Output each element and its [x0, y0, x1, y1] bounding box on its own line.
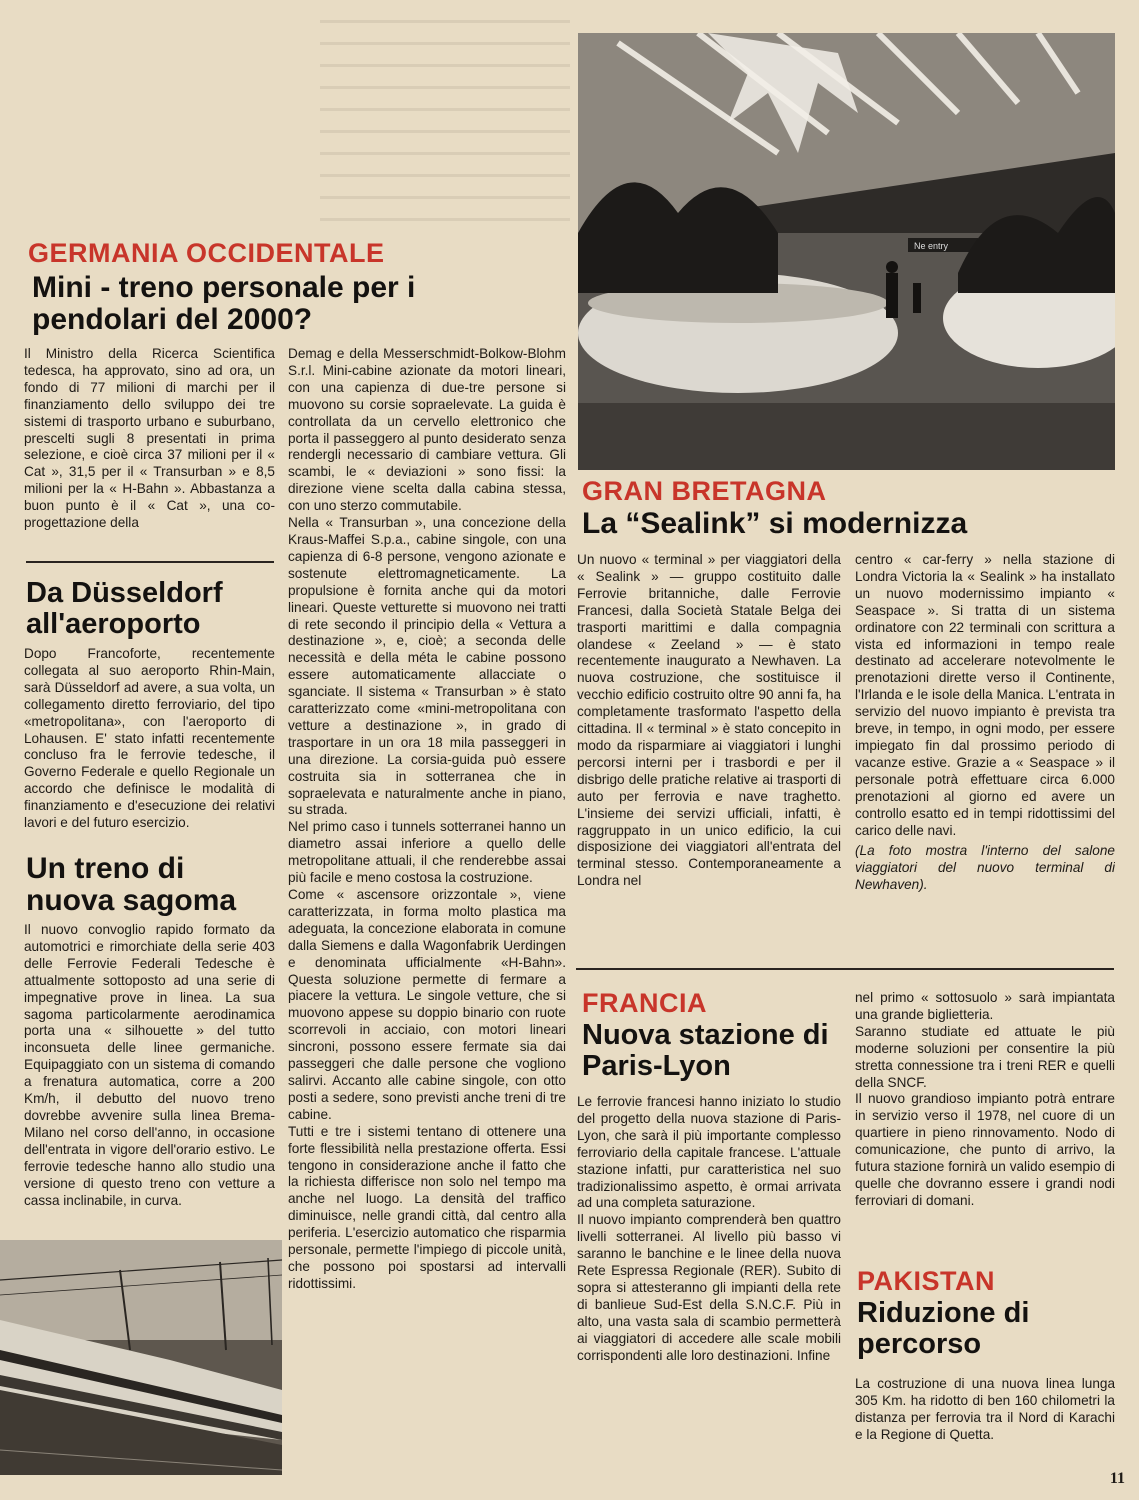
germania-paragraph: Tutti e tre i sistemi tentano di ottenere una forte flessibilità nella prestazione offerta. Essi tengono in considerazione anche il fatto che la richiesta differisce non solo nel tempo ma anche nel luogo. La densità del traffico diminuisce, nelle grandi città, dal centro alla periferia. L'esercizio automatico che risparmia personale, permette l'impiego di piccole unità, che possono poi spostarsi ad intervalli ridottissimi.: [288, 1123, 566, 1291]
francia-paragraph: Il nuovo grandioso impianto potrà entrare in servizio verso il 1978, nel cuore di un quartiere in pieno rinnovamento. Nodo di comunicazione, che punto di arrivo, la futura stazione fornirà un valido esempio di quelle che dovranno essere i grandi nodi ferroviari di domani.: [855, 1091, 1115, 1208]
francia-paragraph: Il nuovo impianto comprenderà ben quattro livelli sotterranei. Al livello più basso vi saranno le banchine e le linee della nuova Rete Espressa Regionale (RER). Subito di sopra si attesteranno gli impianti della rete di banlieue Sud-Est della S.N.C.F. Più in alto, una vasta sala di scambio permetterà ai viaggiatori di accedere alle scale mobili corrispondenti alle loro destinazioni. Infine: [577, 1212, 841, 1363]
germania-paragraph: Demag e della Messerschmidt-Bolkow-Blohm S.r.l. Mini-cabine azionate da motori lineari, con una capienza di due-tre persone si muovono su corsie sopraelevate. La guida è controllata da un cervello elettronico che porta il passeggero al punto desiderato senza rendergli necessario di cambiare vettura. Gli scambi, le « deviazioni » sono fissi: la direzione viene scelta dalla cabina stessa, con uno sterzo commutabile.: [288, 346, 566, 514]
section-label-gran-bretagna: GRAN BRETAGNA: [582, 476, 827, 506]
dusseldorf-paragraph: Dopo Francoforte, recentemente collegata al suo aeroporto Rhin-Main, sarà Düsseldorf ad avere, a sua volta, un collegamento diretto ferroviario, del tipo «metropolitana», con l'aeroporto di Lohausen. E' stato infatti recentemente concluso fra le ferrovie tedesche, il Governo Federale e quello Regionale un accordo che definisce le modalità di finanziamento e d'esecuzione dei relativi lavori e del futuro esercizio.: [24, 646, 275, 831]
headline-mini-treno: Mini - treno personale per i pendolari del 2000?: [32, 271, 416, 337]
section-label-germania: GERMANIA OCCIDENTALE: [28, 238, 385, 268]
section-label-francia: FRANCIA: [582, 988, 707, 1018]
francia-paragraph: nel primo « sottosuolo » sarà impiantata una grande biglietteria.: [855, 990, 1115, 1022]
terminal-photo: [578, 33, 1115, 470]
train-photo: [0, 1240, 282, 1475]
treno-body: [24, 922, 275, 1228]
show-through-text: [320, 20, 570, 230]
germania-paragraph: Nel primo caso i tunnels sotterranei hanno un diametro assai inferiore a quello delle metropolitane attuali, il che renderebbe assai più facile e meno costosa la costruzione.: [288, 819, 566, 886]
francia-paragraph: Le ferrovie francesi hanno iniziato lo studio del progetto della nuova stazione di Paris-Lyon, che sarà il più importante complesso ferroviario della capitale francese. L'attuale stazione infatti, pur caratteristica nel suo tradizionalissimo aspetto, è ormai arrivata ad una completa saturazione.: [577, 1094, 841, 1211]
dusseldorf-body: [24, 646, 275, 832]
page-number: 11: [1109, 1470, 1125, 1487]
bretagna-column-2: [855, 552, 1115, 947]
germania-column-1: [24, 346, 275, 542]
section-label-pakistan: PAKISTAN: [857, 1266, 995, 1296]
photo-caption: (La foto mostra l'interno del salone viaggiatori del nuovo terminal di Newhaven).: [855, 843, 1115, 893]
headline-paris-lyon: Nuova stazione di Paris-Lyon: [582, 1019, 829, 1083]
germania-paragraph: Nella « Transurban », una concezione della Kraus-Maffei S.p.a., cabine singole, con una capienza di 6-8 persone, vengono azionate e sostenute elettromagneticamente. La propulsione è fornita anche qui da motori lineari. Queste vetturette si muovono nei tratti di rete secondo il principio della « Vettura a destinazione », e, cioè; a seconda delle necessità e della méta le cabine possono essere automaticamente allacciate o sganciate. Il sistema « Transurban » è stato caratterizzato come «mini-metropolitana con vetture a destinazione », in grado di trasportare in un ora 18 mila passeggeri in una direzione. La corsia-guida può essere costruita sia in sotterranea che in sopraelevata e naturalmente anche in piano, su strada.: [288, 515, 566, 818]
divider: [576, 968, 1114, 970]
francia-column-1: [577, 1094, 841, 1471]
headline-dusseldorf: Da Düsseldorf all'aeroporto: [26, 577, 223, 641]
photo-sign-text: Ne entry: [914, 241, 949, 251]
francia-column-2: [855, 990, 1115, 1252]
pakistan-paragraph: La costruzione di una nuova linea lunga 305 Km. ha ridotto di ben 160 chilometri la distanza per ferrovia tra il Nord di Karachi e la Regione di Quetta.: [855, 1376, 1115, 1442]
headline-un-treno: Un treno di nuova sagoma: [26, 852, 237, 918]
germania-paragraph: Il Ministro della Ricerca Scientifica tedesca, ha approvato, sino ad ora, un fondo di 77 milioni di marchi per il finanziamento dello sviluppo dei tre sistemi di trasporto urbano e suburbano, prescelti sugli 8 presentati in prima selezione, e cioè circa 37 milioni per il « Cat », 31,5 per il « Transurban » e 8,5 milioni per la « H-Bahn ». Abbastanza a buon punto è il « Cat », una co-progettazione della: [24, 346, 275, 531]
germania-column-2: [288, 346, 566, 1471]
train-illustration: [0, 1240, 282, 1475]
headline-sealink: La “Sealink” si modernizza: [582, 507, 968, 540]
germania-paragraph: Come « ascensore orizzontale », viene caratterizzata, in forma molto plastica ma adeguata, la concezione elaborata in comune dalla Siemens e dalla Wagonfabrik Uerdingen e denominata ufficialmente «H-Bahn». Questa soluzione permette di fermare a piacere la vettura. Le singole vetture, che si muovono appese su doppio binario con ruote scorrevoli in acciaio, con motori lineari sincroni, possono essere fermate sia dai passeggeri che dalle persone che vogliono salirvi. Accanto alle cabine singole, con otto posti a sedere, sono previsti anche treni di tre cabine.: [288, 887, 566, 1122]
divider: [26, 561, 274, 563]
bretagna-paragraph: Un nuovo « terminal » per viaggiatori della « Sealink » — gruppo costituito dalle Ferrovie britanniche, dalle Ferrovie Francesi, dalla Società Statale Belga dei trasporti marittimi e dalla compagnia olandese « Zeeland » — è stato recentemente inaugurato a Newhaven. La nuova costruzione, che sostituisce il vecchio edificio costruito oltre 90 anni fa, ha completamente trasformato l'aspetto della cittadina. Il « terminal » è stato concepito in modo da risparmiare ai viaggiatori i lunghi percorsi interni per i trasbordi e per il disbrigo delle pratiche relative ai trasporti di auto per ferrovia e nave traghetto. L'insieme dei servizi ufficiali, infatti, è raggruppato in un unico edificio, la cui disposizione dei viaggiatori all'entrata del terminal stesso. Contemporaneamente a Londra nel: [577, 552, 841, 889]
treno-paragraph: Il nuovo convoglio rapido formato da automotrici e rimorchiate della serie 403 delle Ferrovie Federali Tedesche è attualmente sottoposto ad una serie di impegnative prove in linea. La sua sagoma particolarmente aerodinamica porta una « silhouette » del tutto inconsueta delle linee germaniche. Equipaggiato con un sistema di comando a frenatura automatica, corre a 200 Km/h, il debutto del nuovo treno dovrebbe avvenire sulla linea Brema-Milano nel corso dell'anno, in occasione dell'entrata in vigore dell'orario estivo. Le ferrovie tedesche hanno allo studio una versione di questo treno con vetture a cassa inclinabile, in curva.: [24, 922, 275, 1208]
pakistan-body: [855, 1376, 1115, 1466]
francia-paragraph: Saranno studiate ed attuate le più moderne soluzioni per consentire la più stretta connessione tra i treni RER e quelli della SNCF.: [855, 1023, 1115, 1090]
bretagna-column-1: [577, 552, 841, 947]
terminal-interior-illustration: [578, 33, 1115, 470]
headline-riduzione: Riduzione di percorso: [857, 1297, 1030, 1361]
bretagna-paragraph: centro « car-ferry » nella stazione di Londra Victoria la « Sealink » ha installato un nuovo modernissimo impianto « Seaspace ». Si tratta di un sistema ordinatore con 22 terminali con scrittura a vista ed informazioni in tempo reale destinato ad accelerare notevolmente le prenotazioni dirette verso il Continente, l'Irlanda e le isole della Manica. L'entrata in servizio del nuovo impianto è prevista tra breve, in tempo, in ogni modo, per essere impiegato fin dal prossimo periodo di vacanze estive. Grazie a « Seaspace » il personale potrà effettuare circa 6.000 prenotazioni al giorno ed avere un controllo esatto ed in tempi ridottissimi del carico delle navi.: [855, 552, 1115, 838]
